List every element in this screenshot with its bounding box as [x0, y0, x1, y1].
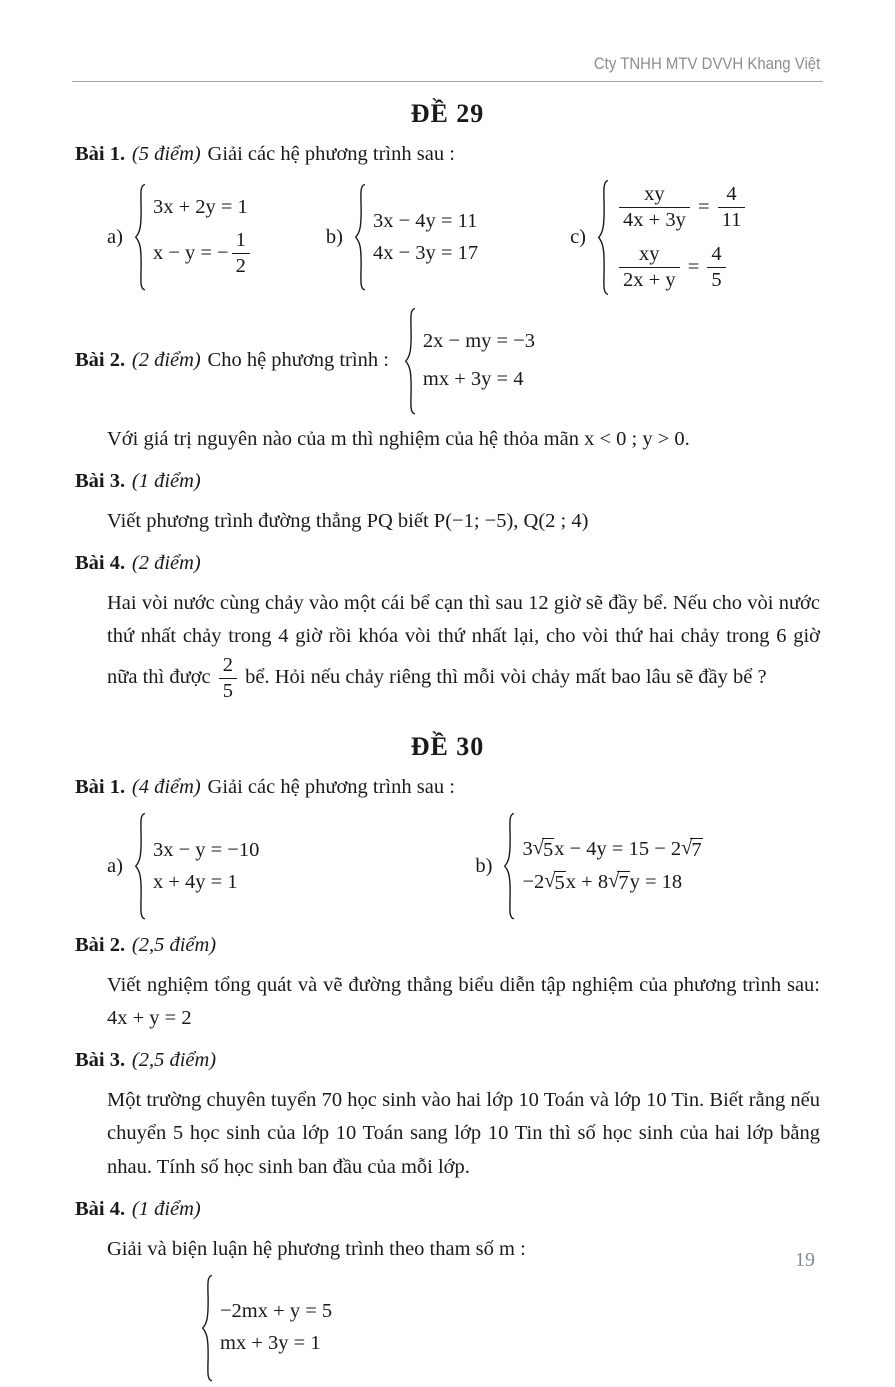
equation-lines [153, 836, 259, 897]
section-de30 [75, 732, 820, 1387]
de29-bai4-body [107, 587, 820, 704]
math-text: = [682, 255, 705, 278]
problem-points: (5 điểm) [131, 143, 201, 165]
math-text: x − y = − [152, 241, 229, 264]
brace-icon [403, 307, 416, 415]
equation-lines [373, 207, 478, 268]
de30-bai1-systems [75, 812, 820, 920]
math-text: 3 [522, 838, 533, 861]
problem-points: (2,5 điểm) [131, 1049, 217, 1072]
fraction: $\frac{2}{5}$ [219, 653, 237, 704]
de29-bai3-heading [75, 467, 820, 497]
math-text: bể. Hỏi nếu chảy riêng thì mỗi vòi chảy mất bao lâu sẽ đầy bể ? [240, 666, 767, 689]
math-text: 3x − y = −10 [152, 838, 260, 861]
problem-points: (2 điểm) [131, 349, 201, 372]
equation-lines [522, 835, 702, 898]
problem-points: (2 điểm) [131, 552, 201, 575]
equation-line [220, 1300, 332, 1323]
equation-line [522, 838, 702, 862]
equation-system-a [107, 183, 253, 291]
math-text: −2 [522, 871, 545, 894]
equation-line [423, 365, 535, 395]
fraction: $\frac{xy}{2x + y}$ [619, 242, 680, 293]
square-root: √ 7 [608, 869, 629, 894]
section-de29 [75, 99, 820, 704]
math-text: 4x − 3y = 17 [372, 241, 479, 264]
de29-bai3-body: Viết phương trình đường thẳng PQ biết P(−1; −5), Q(2 ; 4) [107, 509, 589, 532]
equation-system-b [475, 812, 702, 920]
de29-bai1-systems [75, 179, 820, 296]
square-root: √ 7 [681, 836, 702, 861]
math-text: = [692, 195, 715, 218]
de30-bai2-body: Viết nghiệm tổng quát và vẽ đường thẳng biểu diễn tập nghiệm của phương trình sau: 4x + y = 2 [107, 974, 820, 1030]
problem-text: Giải các hệ phương trình sau : [207, 776, 455, 799]
equation-lines [423, 324, 535, 398]
math-text: 2x − my = −3 [422, 329, 536, 352]
problem-label: Bài 1. [75, 143, 126, 165]
section-title-de30: ĐỀ 30 [410, 732, 485, 762]
de29-bai2-equation-system [403, 307, 535, 415]
fraction: $\frac{1}{2}$ [232, 228, 250, 279]
math-text: x − 4y = 15 − 2 [554, 838, 682, 861]
problem-points: (4 điểm) [131, 776, 201, 799]
page-header [75, 54, 820, 76]
page-number: 19 [795, 1249, 815, 1271]
equation-line [373, 242, 478, 265]
de30-bai3-heading [75, 1046, 820, 1076]
de29-bai2-note: Với giá trị nguyên nào của m thì nghiệm của hệ thỏa mãn x < 0 ; y > 0. [107, 428, 690, 451]
math-text: 3x + 2y = 1 [152, 195, 248, 218]
equation-system-c [570, 179, 748, 296]
equation-system-a [107, 812, 259, 920]
fraction: $\frac{4}{11}$ [718, 182, 746, 233]
de30-bai2-heading [75, 931, 820, 961]
math-text: x + 4y = 1 [152, 870, 238, 893]
de29-bai1-heading [75, 140, 820, 170]
problem-label: Bài 2. [75, 934, 126, 957]
square-root: √ 5 [544, 869, 565, 894]
problem-label: Bài 3. [75, 470, 126, 493]
equation-line [153, 228, 253, 279]
problem-points: (2,5 điểm) [131, 934, 217, 957]
math-text: mx + 3y = 1 [220, 1332, 321, 1355]
problem-label: Bài 1. [75, 776, 126, 799]
equation-line [616, 242, 748, 293]
de29-bai2-heading [75, 307, 820, 415]
brace-icon [133, 183, 146, 291]
equation-line [220, 1332, 332, 1355]
math-text: x + 8 [565, 871, 609, 894]
problem-label: Bài 4. [75, 1197, 126, 1220]
de30-bai4-equation-system [200, 1274, 332, 1382]
equation-lines [220, 1297, 332, 1358]
de30-bai4-body: Giải và biện luận hệ phương trình theo tham số m : [107, 1237, 526, 1260]
brace-icon [200, 1274, 213, 1382]
brace-icon [133, 812, 146, 920]
math-text: 3x − 4y = 11 [372, 209, 478, 232]
de30-bai3-body: Một trường chuyên tuyển 70 học sinh vào hai lớp 10 Toán và lớp 10 Tin. Biết rằng nếu chuyển 5 học sinh của lớp 10 Toán sang lớp 10 Tin thì số học sinh của hai lớp bằng nhau. Tính số học sinh ban đầu của mỗi lớp. [107, 1089, 820, 1178]
problem-label: Bài 4. [75, 552, 126, 575]
problem-points: (1 điểm) [131, 470, 201, 493]
math-text: y = 18 [629, 871, 683, 894]
square-root: √ 5 [532, 836, 554, 861]
de30-bai1-heading [75, 773, 820, 803]
equation-system-b [326, 183, 478, 291]
equation-line [616, 182, 748, 233]
problem-text: Giải các hệ phương trình sau : [207, 143, 455, 165]
problem-label: Bài 3. [75, 1049, 126, 1072]
system-tag: a) [107, 854, 123, 877]
system-tag: c) [570, 225, 587, 248]
brace-icon [502, 812, 515, 920]
company-name: Cty TNHH MTV DVVH Khang Việt [593, 54, 820, 73]
de29-bai4-heading [75, 549, 820, 579]
equation-line [153, 871, 259, 894]
math-text: mx + 3y = 4 [422, 368, 524, 391]
problem-text: Cho hệ phương trình : [207, 349, 389, 372]
fraction: $\frac{xy}{4x + 3y}$ [619, 182, 690, 233]
system-tag: a) [107, 225, 123, 248]
equation-line [423, 327, 535, 357]
system-tag: b) [475, 854, 493, 877]
brace-icon [353, 183, 366, 291]
equation-line [522, 871, 702, 895]
equation-line [153, 196, 253, 219]
equation-line [153, 839, 259, 862]
fraction: $\frac{4}{5}$ [707, 242, 725, 293]
de30-bai4-heading [75, 1195, 820, 1225]
section-title-de29: ĐỀ 29 [410, 99, 485, 128]
equation-lines [153, 193, 253, 282]
problem-points: (1 điểm) [131, 1197, 201, 1220]
equation-line [373, 210, 478, 233]
problem-label: Bài 2. [75, 349, 126, 372]
equation-lines [616, 179, 748, 296]
header-divider [72, 81, 823, 82]
math-text: Hai vòi nước cùng chảy vào một cái bể cạn thì sau 12 giờ sẽ đầy bể. Nếu cho vòi nước thứ nhất chảy trong 4 giờ rồi khóa vòi thứ nhất lại, cho vòi thứ hai chảy trong 6 giờ nữa thì được [107, 591, 820, 689]
math-text: −2mx + y = 5 [220, 1300, 333, 1323]
brace-icon [596, 179, 609, 296]
system-tag: b) [325, 225, 343, 248]
